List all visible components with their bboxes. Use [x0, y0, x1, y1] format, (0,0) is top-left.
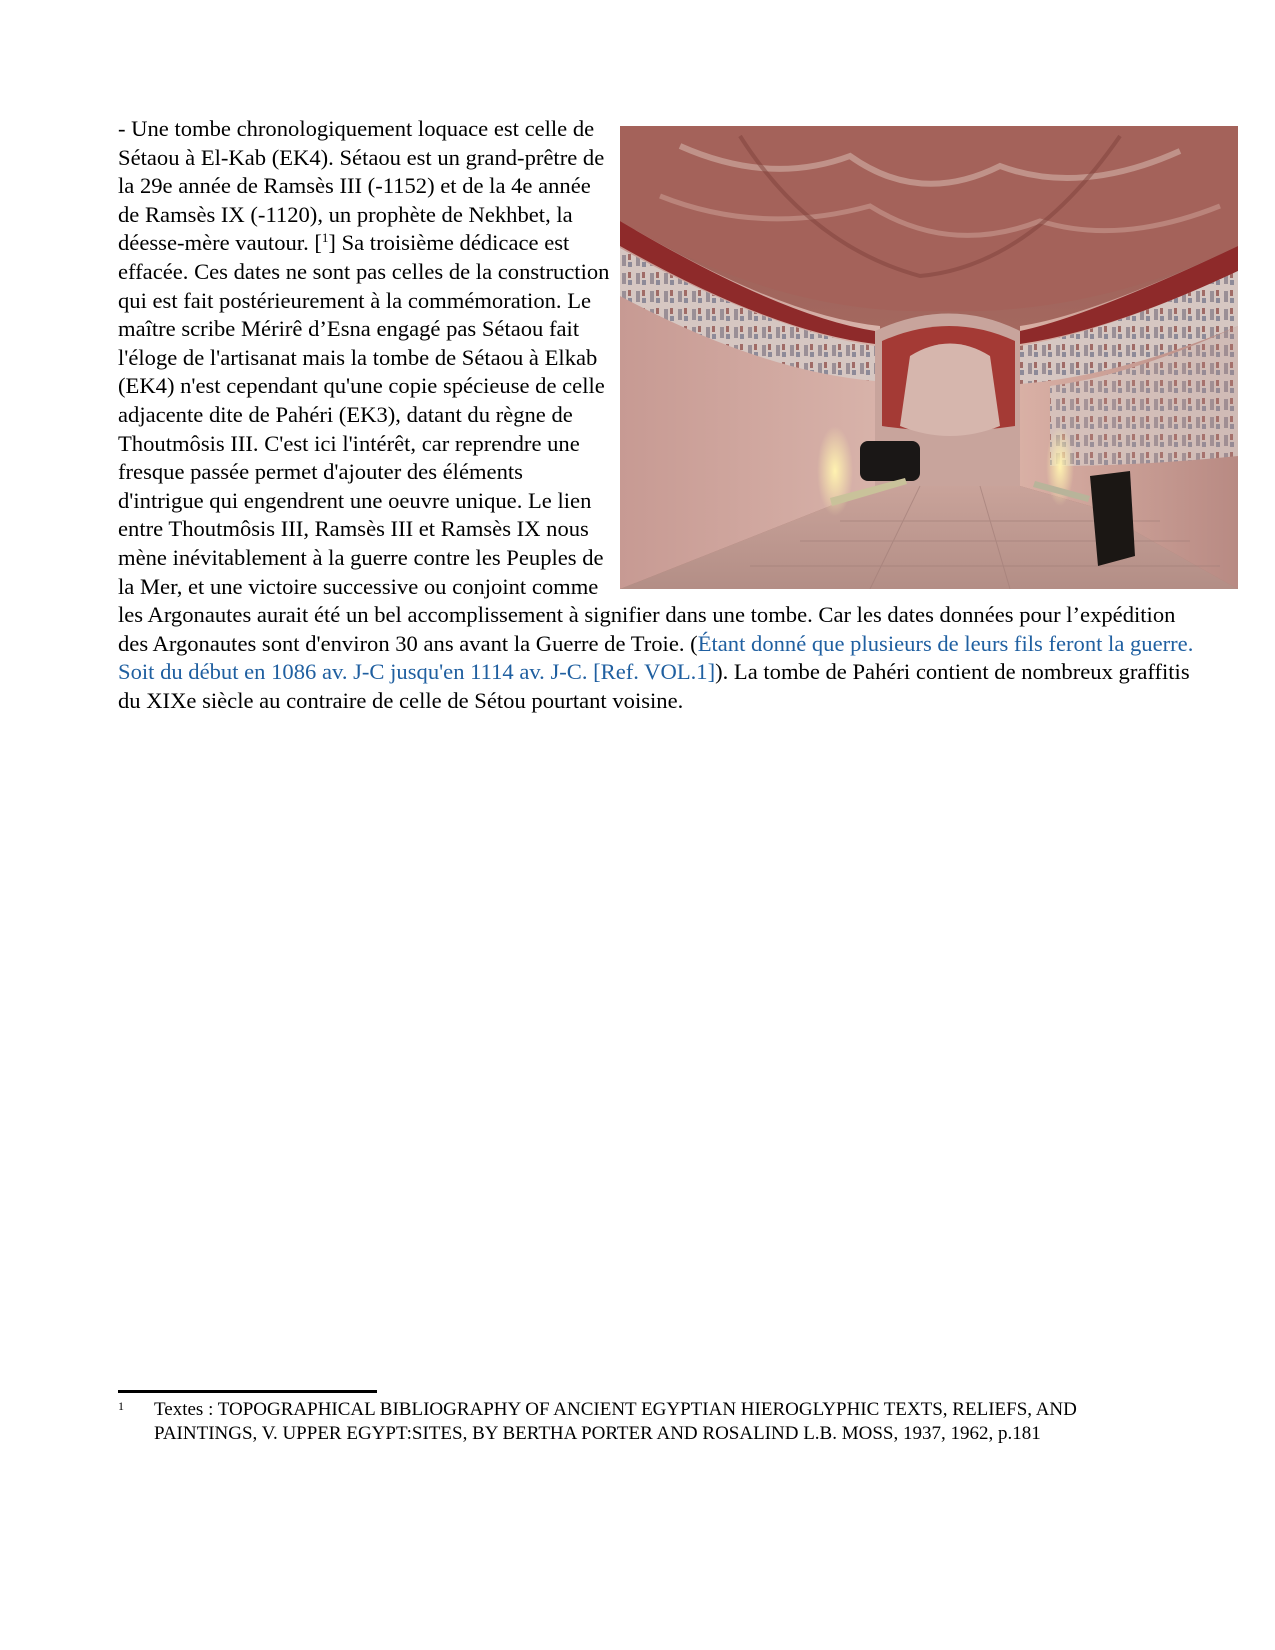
- footnote-separator: [118, 1390, 377, 1393]
- paragraph-text-end: ). La tombe de Pahéri contient de nombreux graffitis du XIXe siècle au contraire de celle de Sétou pourtant voisine.: [118, 659, 1190, 713]
- footnote-text: Textes : TOPOGRAPHICAL BIBLIOGRAPHY OF ANCIENT EGYPTIAN HIEROGLYPHIC TEXTS, RELIEFS, AND PAINTINGS, V. UPPER EGYPT:SITES, BY BERTHA PORTER AND ROSALIND L.B. MOSS, 1937, 1962, p.181: [154, 1399, 1077, 1444]
- tomb-interior-photo: [620, 126, 1238, 589]
- footnote-reference[interactable]: 1: [321, 230, 329, 246]
- body-text-block: [118, 115, 1203, 715]
- paragraph-text-middle: ] Sa troisième dédicace est effacée. Ces dates ne sont pas celles de la construction qui est fait postérieurement à la commémoration. Le maître scribe Mérirê d’Esna engagé pas Sétaou fait l'éloge de l'artisanat mais la tombe de Sétaou à Elkab (EK4) n'est cependant qu'une copie spécieuse de celle adjacente dite de Pahéri (EK3), datant du règne de Thoutmôsis III. C'est ici l'intérêt, car reprendre une fresque passée permet d'ajouter des éléments d'intrigue qui engendrent une oeuvre unique. Le lien entre Thoutmôsis III, Ramsès III et Ramsès IX nous mène inévitablement à la guerre contre les Peuples de la Mer, et une victoire successive ou conjoint comme les Argonautes aurait été un bel accomplissement à signifier dans une tombe. Car les dates données pour l’expédition des Argonautes sont d'environ 30 ans avant la Guerre de Troie. (: [118, 230, 1176, 656]
- footnote-number: 1: [118, 1399, 124, 1413]
- paragraph-text-start: - Une tombe chronologiquement loquace est celle de Sétaou à El-Kab (EK4). Sétaou est un grand-prêtre de la 29e année de Ramsès III (-1152) et de la 4e année de Ramsès IX (-1120), un prophète de Nekhbet, la déesse-mère vautour. [: [118, 116, 605, 256]
- inline-link[interactable]: Étant donné que plusieurs de leurs fils feront la guerre. Soit du début en 1086 av. J-C jusqu'en 1114 av. J-C. [Ref. VOL.1]: [118, 630, 1194, 685]
